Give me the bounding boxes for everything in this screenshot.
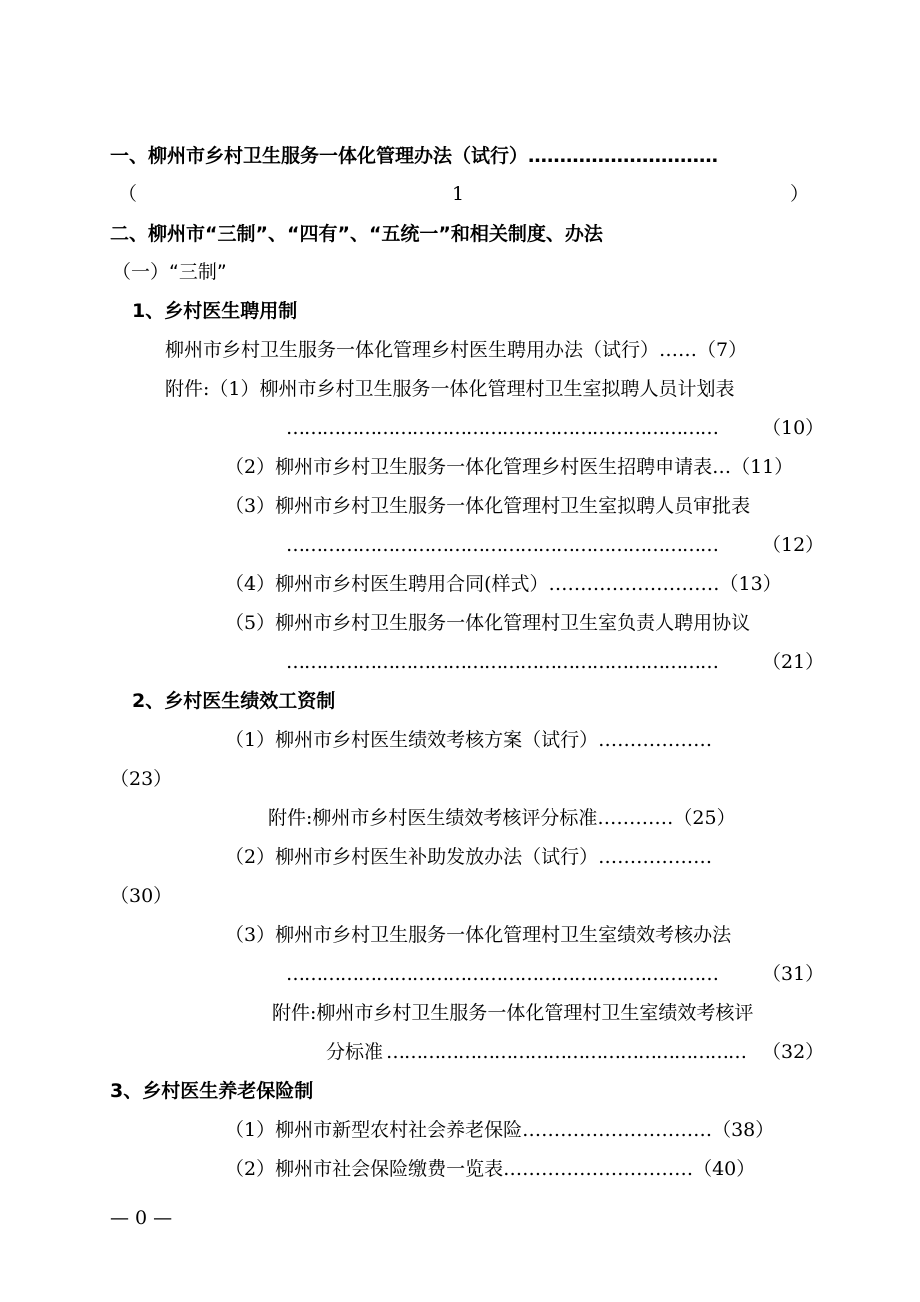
toc-entry-1: 一、柳州市乡村卫生服务一体化管理办法（试行）…………………………: [110, 145, 719, 167]
toc-attachment-1: 附件:（1）柳州市乡村卫生服务一体化管理村卫生室拟聘人员计划表: [165, 378, 735, 400]
toc-subsection-1: （一）“三制”: [112, 261, 227, 283]
toc-entry-30: （2）柳州市乡村医生补助发放办法（试行）………………: [225, 846, 713, 868]
toc-attachment-1-page: （10）: [762, 417, 825, 439]
page-number: — 0 —: [110, 1207, 173, 1229]
toc-entry-25: 附件:柳州市乡村医生绩效考核评分标准…………（25）: [268, 807, 736, 829]
toc-entry-23: （1）柳州市乡村医生绩效考核方案（试行）………………: [225, 729, 713, 751]
toc-attachment-5-dots: ………………………………………………………………: [286, 651, 718, 673]
toc-attachment-2: （2）柳州市乡村卫生服务一体化管理乡村医生招聘申请表…（11）: [225, 456, 794, 478]
toc-entry-32-cont: 分标准: [326, 1041, 384, 1063]
toc-attachment-5-page: （21）: [762, 651, 825, 673]
toc-entry-38: （1）柳州市新型农村社会养老保险…………………………（38）: [225, 1119, 775, 1141]
toc-entry-31: （3）柳州市乡村卫生服务一体化管理村卫生室绩效考核办法: [225, 924, 732, 946]
toc-entry-32: 附件:柳州市乡村卫生服务一体化管理村卫生室绩效考核评: [272, 1002, 754, 1024]
toc-entry-32-page: （32）: [762, 1041, 825, 1063]
toc-attachment-4: （4）柳州市乡村医生聘用合同(样式）………………………（13）: [225, 573, 782, 595]
toc-entry-30-page: （30）: [110, 885, 173, 907]
toc-entry-31-dots: ………………………………………………………………: [286, 963, 718, 985]
toc-heading-2: 2、乡村医生绩效工资制: [132, 690, 336, 712]
toc-entry-23-page: （23）: [110, 768, 173, 790]
toc-attachment-3-dots: ………………………………………………………………: [286, 534, 718, 556]
toc-attachment-1-dots: ………………………………………………………………: [286, 417, 718, 439]
toc-attachment-3: （3）柳州市乡村卫生服务一体化管理村卫生室拟聘人员审批表: [225, 495, 751, 517]
toc-entry-32-dots: ……………………………………………………: [386, 1041, 746, 1063]
toc-entry-31-page: （31）: [762, 963, 825, 985]
toc-entry-1-page: 1: [452, 183, 465, 205]
toc-attachment-5: （5）柳州市乡村卫生服务一体化管理村卫生室负责人聘用协议: [225, 612, 751, 634]
toc-entry-7: 柳州市乡村卫生服务一体化管理乡村医生聘用办法（试行）……（7）: [165, 339, 748, 361]
toc-heading-1: 1、乡村医生聘用制: [132, 300, 298, 322]
toc-heading-3: 3、乡村医生养老保险制: [110, 1080, 314, 1102]
toc-entry-40: （2）柳州市社会保险缴费一览表…………………………（40）: [225, 1158, 756, 1180]
toc-attachment-3-page: （12）: [762, 534, 825, 556]
toc-section-2: 二、柳州市“三制”、“四有”、“五统一”和相关制度、办法: [110, 223, 603, 245]
toc-entry-1-open-paren: （: [118, 183, 138, 205]
toc-entry-1-close-paren: ）: [790, 183, 810, 205]
